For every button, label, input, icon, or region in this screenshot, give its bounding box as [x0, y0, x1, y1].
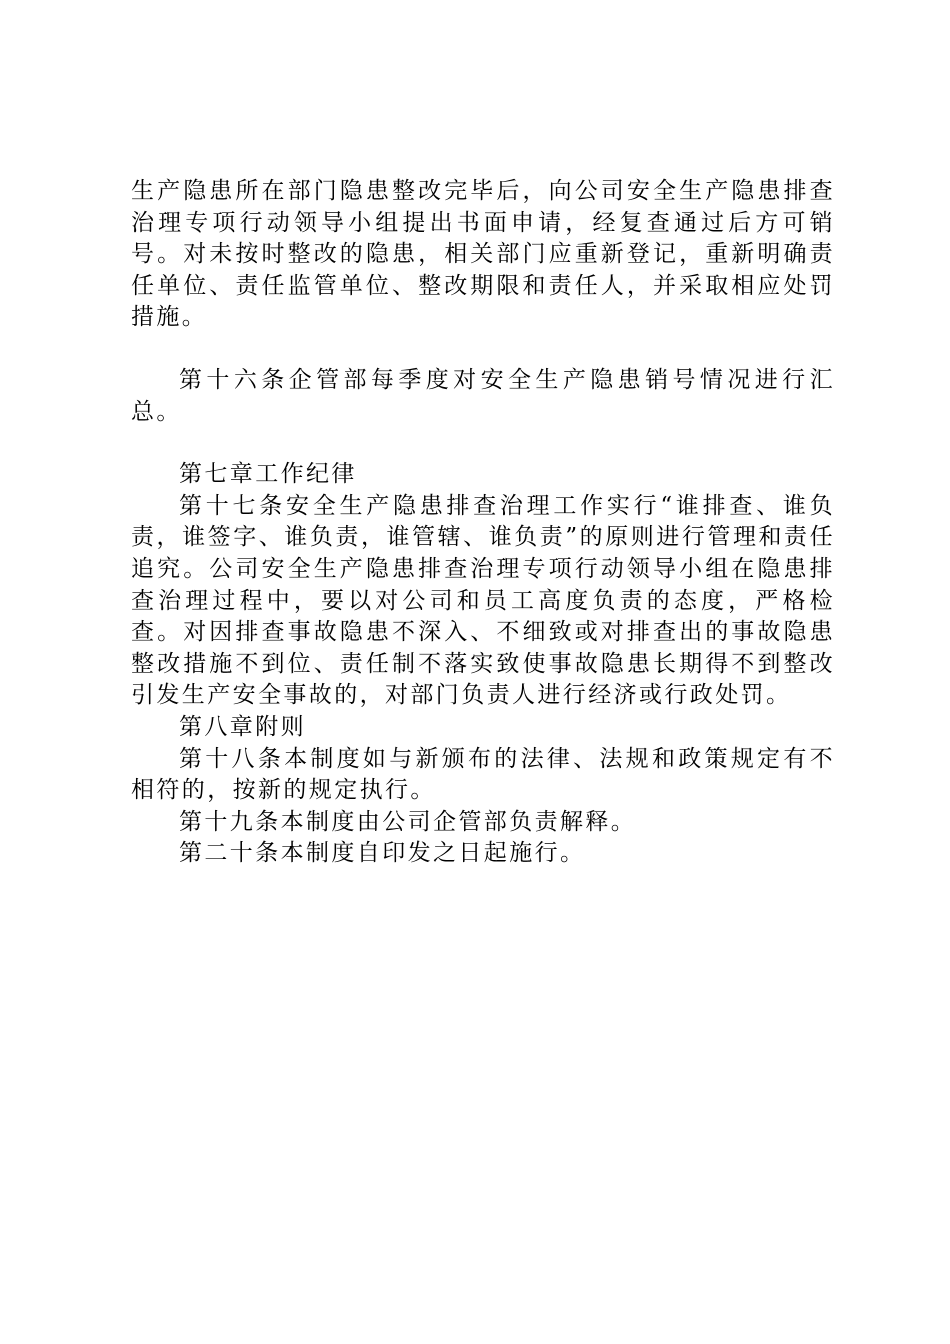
- article-18: 第十八条本制度如与新颁布的法律、法规和政策规定有不相符的，按新的规定执行。: [131, 745, 835, 804]
- article-17: 第十七条安全生产隐患排查治理工作实行“谁排查、谁负责，谁签字、谁负责，谁管辖、谁负责”的原则进行管理和责任追究。公司安全生产隐患排查治理专项行动领导小组在隐患排查治理过程中，要以对公司和员工高度负责的态度，严格检查。对因排查事故隐患不深入、不细致或对排查出的事故隐患整改措施不到位、责任制不落实致使事故隐患长期得不到整改引发生产安全事故的，对部门负责人进行经济或行政处罚。: [131, 492, 835, 709]
- article-19: 第十九条本制度由公司企管部负责解释。: [179, 808, 637, 835]
- article-20: 第二十条本制度自印发之日起施行。: [179, 840, 586, 867]
- chapter-8-heading: 第八章附则: [179, 713, 306, 740]
- article-16: 第十六条企管部每季度对安全生产隐患销号情况进行汇总。: [131, 366, 835, 425]
- paragraph-rectification-cancellation: 生产隐患所在部门隐患整改完毕后，向公司安全生产隐患排查治理专项行动领导小组提出书面申请，经复查通过后方可销号。对未按时整改的隐患，相关部门应重新登记，重新明确责任单位、责任监管单位、整改期限和责任人，并采取相应处罚措施。: [131, 178, 835, 331]
- chapter-7-heading: 第七章工作纪律: [179, 461, 357, 488]
- document-body: [131, 176, 835, 870]
